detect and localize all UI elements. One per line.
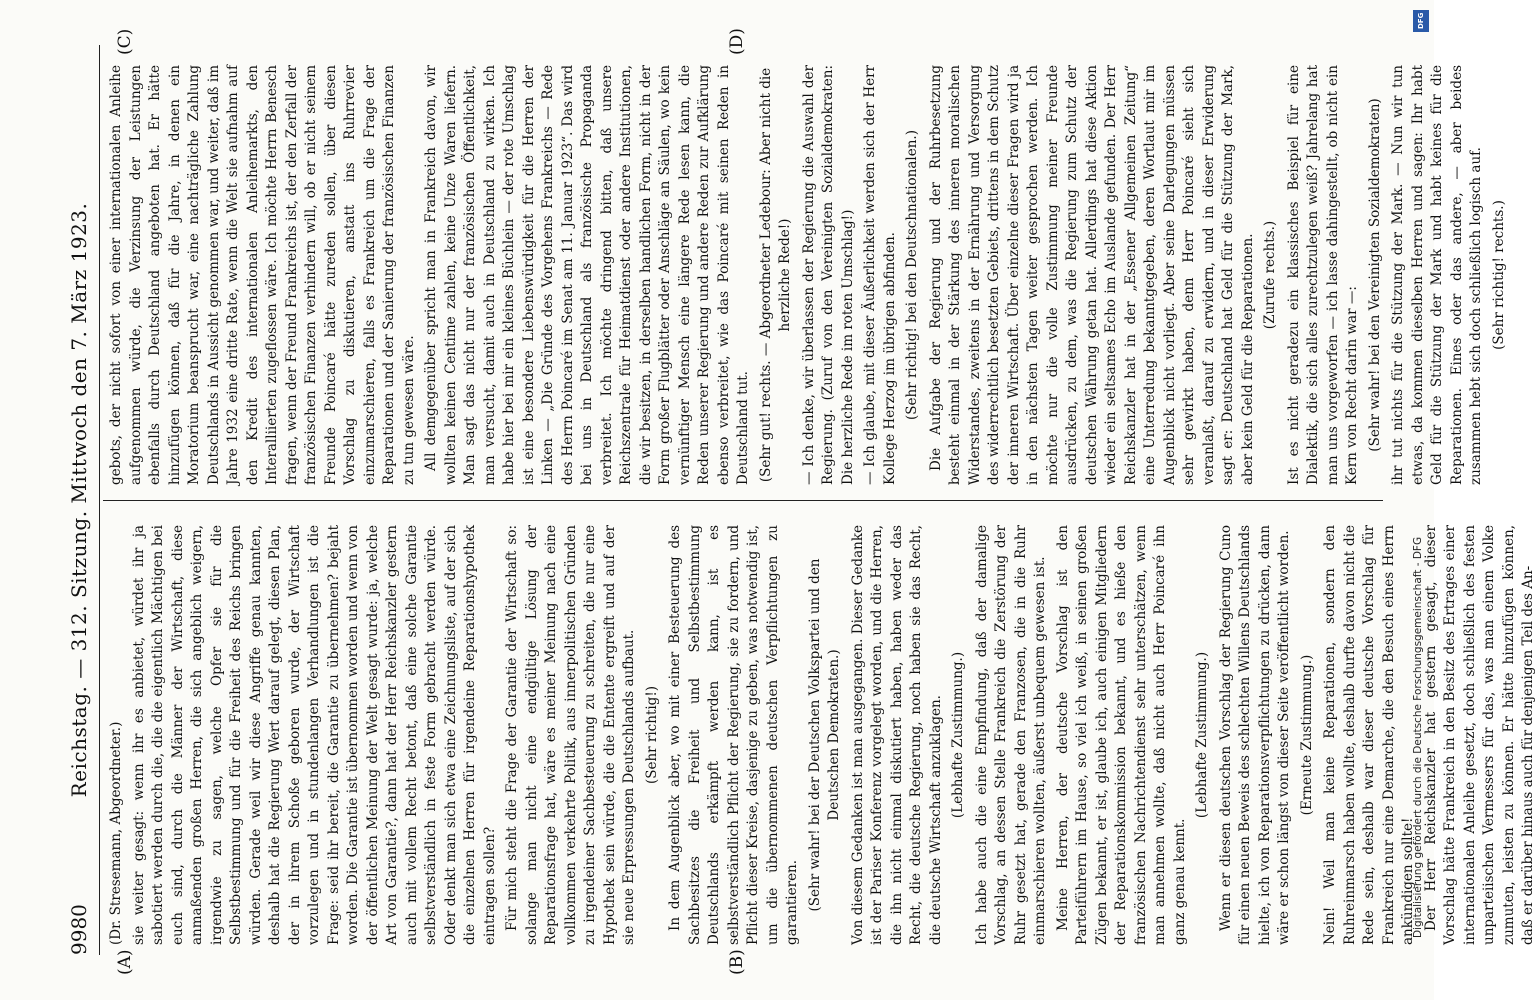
- paragraph: Meine Herren, der deutsche Vorschlag ist den Parteiführern im Hause, so viel ich weiß, in seinen großen Zügen bekannt, er ist, glaube ich, auch einigen Mitgliedern der Reparationskommission bekannt, und es hieße den französischen Nachrichtendienst sehr unterschätzen, wenn man annehmen wollte, daß nicht auch Herr Poincaré ihn ganz genau kennt.: [1054, 525, 1188, 945]
- header-rule: [99, 45, 100, 955]
- dfg-funding-note: Digitalisierung gefördert durch die Deutsche Forschungsgemeinschaft - DFG: [1412, 536, 1424, 938]
- paragraph: gebots, der nicht sofort von einer internationalen Anleihe aufgenommen würde, die Verzinsung der Leistungen ebenfalls durch Deutschland angeboten hat. Er hätte hinzufügen können, daß für die Jahre, in denen ein Moratorium beansprucht war, eine nachträgliche Zahlung Deutschlands in Aussicht genommen war, und weiter, daß im Jahre 1932 eine dritte Rate, wenn die Welt sie aufnahm auf den Kredit des internationalen Anleihemarkts, den Interalliierten zugeflossen wäre. Ich möchte Herrn Benesch fragen, wenn der Freund Frankreichs ist, der den Zerfall der französischen Finanzen verhindern will, ob er nicht seinem Freunde Poincaré hätte zureden sollen, über diesen Vorschlag zu diskutieren, anstatt ins Ruhrrevier einzumarschieren, falls es Frankreich um die Frage der Reparationen und der Sanierung der französischen Finanzen zu tun gewesen wäre.: [108, 65, 417, 485]
- paragraph: (Dr. Stresemann, Abgeordneter.): [108, 721, 124, 945]
- page-header: [67, 45, 95, 955]
- margin-marker-c: (C): [115, 28, 135, 55]
- digitization-stamp: [1412, 8, 1430, 992]
- paragraph: In dem Augenblick aber, wo mit einer Besteuerung des Sachbesitzes die Freiheit und Selbstbestimmung Deutschlands erkämpft werden kann, ist es selbstverständlich Pflicht der Regierung, sie zu fordern, und Pflicht dieser Kreise, dasjenige zu geben, was notwendig ist, um die übernommenen deutschen Verpflichtungen zu garantieren.: [667, 525, 800, 945]
- paragraph: Wenn er diesen deutschen Vorschlag der Regierung Cuno für einen neuen Beweis des schlechten Willens Deutschlands hielte, ich von Reparationsverpflichtungen zu drücken, dann wäre er schon längst von dieser Seite veröffentlicht worden.: [1217, 525, 1292, 945]
- paragraph: sie weiter gesagt: wenn ihr es anbietet, würdet ihr ja sabotiert werden durch die, die die eigentlich Mächtigen bei euch sind, durch die Männer der Wirtschaft, diese anmaßenden großen Herren, die sich angeblich weigern, irgendwie zu sagen, welche Opfer sie für die Selbstbestimmung und für die Freiheit des Reichs bringen würden. Gerade weil wir diese Angriffe genau kannten, deshalb hat die Regierung Wert darauf gelegt, diesen Plan, der in ihrem Schoße geboren wurde, der Wirtschaft vorzulegen und in stundenlangen Verhandlungen ist die Frage: seid ihr bereit, die Garantie zu übernehmen? bejaht worden. Die Garantie ist übernommen worden und wenn von der öffentlichen Meinung der Welt gesagt wurde: ja, welche Art von Garantie?, dann hat der Herr Reichskanzler gestern auch mit vollem Recht betont, daß eine solche Garantie selbstverständlich in feste Form gebracht werden würde. Oder denkt man sich etwa eine Zeichnungsliste, auf der sich die einzelnen Herren für irgendeine Reparationshypothek eintragen sollen?: [130, 525, 498, 945]
- paragraph: (Sehr wahr! bei den Vereinigten Sozialdemokraten): [1366, 98, 1383, 452]
- paragraph: (Sehr wahr! bei der Deutschen Volkspartei und den Deutschen Demokraten.): [806, 558, 842, 912]
- page-number: 9980: [67, 904, 91, 955]
- paragraph: (Sehr gut! rechts. — Abgeordneter Ledebour: Aber nicht die herzliche Rede!): [757, 67, 793, 483]
- paragraph: Die Aufgabe der Regierung und der Ruhrbesetzung besteht einmal in der Stärkung des inneren moralischen Widerstandes, zweitens in der Ernährung und Versorgung des widerrechtlich besetzten Gebiets, drittens in dem Schutz der inneren Wirtschaft. Über einzelne dieser Fragen wird ja in den nächsten Tagen weiter gesprochen werden. Ich möchte nur die volle Zustimmung meiner Freunde ausdrücken, zu dem, was die Regierung zum Schutz der deutschen Währung getan hat. Allerdings hat diese Aktion wieder ein seltsames Echo im Auslande gefunden. Der Herr Reichskanzler hat in der „Essener Allgemeinen Zeitung“ eine Unterredung bekanntgegeben, deren Wortlaut mir im Augenblick nicht vorliegt. Aber seine Darlegungen müssen sehr gewirkt haben, denn Herr Poincaré sieht sich veranlaßt, darauf zu erwidern, und in dieser Erwiderung sagt er: Deutschland hat Geld für die Stützung der Mark, aber kein Geld für die Reparationen.: [927, 65, 1256, 485]
- paragraph: (Erneute Zustimmung.): [1298, 654, 1315, 816]
- paragraph: Für mich steht die Frage der Garantie der Wirtschaft so: solange man nicht eine endgültige Lösung der Reparationsfrage hat, wäre es meiner Meinung nach eine vollkommen verkehrte Politik, aus innerpolitischen Gründen zu irgendeiner Sachbesteuerung zu schreiten, die nur eine Hypothek sein würde, die die Entente ergreift und auf der sie neue Erpressungen Deutschlands aufbaut.: [504, 525, 637, 945]
- paragraph: ihr tut nichts für die Stützung der Mark. — Nun wir tun etwas, da kommen dieselben Herren und sagen: Ihr habt Geld für die Stützung der Mark und habt keines für die Reparationen. Eines oder das andere, — aber beides zusammen hebt sich doch schließlich logisch auf.: [1390, 65, 1484, 485]
- page-header-title: Reichstag. — 312. Sitzung. Mittwoch den 7. März 1923.: [67, 202, 91, 798]
- paragraph: Ich habe auch die eine Empfindung, daß der damalige Vorschlag, an dessen Stelle Frankreich die Zerstörung der Ruhr gesetzt hat, gerade den Franzosen, die in die Ruhr einmarschieren wollten, äußerst unbequem gewesen ist.: [973, 525, 1048, 945]
- margin-marker-d: (D): [727, 28, 747, 55]
- column-divider: [103, 500, 1383, 501]
- paragraph: (Sehr richtig!): [643, 685, 660, 785]
- paragraph: (Zurufe rechts.): [1262, 220, 1278, 330]
- paragraph: Ist es nicht geradezu ein klassisches Beispiel für eine Dialektik, die sich alles zurechtzulegen weiß? Jahrelang hat man uns vorgeworfen — ich lasse dahingestellt, ob nicht ein Kern von Recht darin war —:: [1285, 65, 1360, 485]
- right-column: [107, 65, 1507, 485]
- paragraph: (Lebhafte Zustimmung.): [1194, 651, 1210, 819]
- paragraph: All demgegenüber spricht man in Frankreich davon, wir wollten keinen Centime zahlen, keine Unze Waren liefern. Man sagt das nicht nur der französischen Öffentlichkeit, man versucht, damit auch in Deutschland zu wirken. Ich habe hier bei mir ein kleines Büchlein — der rote Umschlag ist eine besondere Liebenswürdigkeit für die Herren der Linken — „Die Gründe des Vorgehens Frankreichs — Rede des Herrn Poincaré im Senat am 11. Januar 1923“. Das wird bei uns in Deutschland als französische Propaganda verbreitet. Ich möchte dringend bitten, daß unsere Reichszentrale für Heimatdienst oder andere Institutionen, die wir besitzen, in derselben handlichen Form, nicht in der Form großer Flugblätter oder Anschläge an Säulen, wo kein vernünftiger Mensch eine längere Rede lesen kann, die Reden unserer Regierung und andere Reden zur Aufklärung ebenso verbreitet, wie das Poincaré mit seinen Reden in Deutschland tut.: [423, 65, 751, 485]
- paragraph: (Lebhafte Zustimmung.): [950, 651, 966, 819]
- margin-marker-a: (A): [115, 949, 135, 975]
- paragraph: Der Herr Reichskanzler hat gestern gesagt, dieser Vorschlag hätte Frankreich in den Besitz des Ertrages einer internationalen Anleihe gesetzt, doch schließlich des festen unparteiischen Vermessers für das, was man einem Volke zumuten, leisten zu können. Er hätte hinzufügen können, daß er darüber hinaus auch für denjenigen Teil des An-: [1422, 525, 1536, 945]
- margin-marker-b: (B): [727, 949, 747, 975]
- paragraph: Von diesem Gedanken ist man ausgegangen. Dieser Gedanke ist der Pariser Konferenz vorgelegt worden, und die Herren, die ihn nicht einmal diskutiert haben, haben weder das Recht, die deutsche Regierung, noch haben sie das Recht, die deutsche Wirtschaft anzuklagen.: [849, 525, 944, 945]
- paragraph: Nein! Weil man keine Reparationen, sondern den Ruhreinmarsch haben wollte, deshalb durfte davon nicht die Rede sein, deshalb war dieser deutsche Vorschlag für Frankreich nur eine Demarche, die den Besuch eines Herrn ankündigen sollte!: [1322, 525, 1416, 945]
- paragraph: (Sehr richtig! bei den Deutschnationalen.): [904, 130, 920, 420]
- dfg-logo: DFG: [1413, 10, 1429, 32]
- paragraph: (Sehr richtig! rechts.): [1490, 200, 1507, 350]
- paragraph: — Ich denke, wir überlassen der Regierung die Auswahl der Regierung. (Zuruf von den Vereinigten Sozialdemokraten: Die herzliche Rede im roten Umschlag!): [800, 65, 856, 485]
- paragraph: — Ich glaube, mit dieser Äußerlichkeit werden sich der Herr Kollege Herzog im übrigen abfinden.: [862, 65, 898, 485]
